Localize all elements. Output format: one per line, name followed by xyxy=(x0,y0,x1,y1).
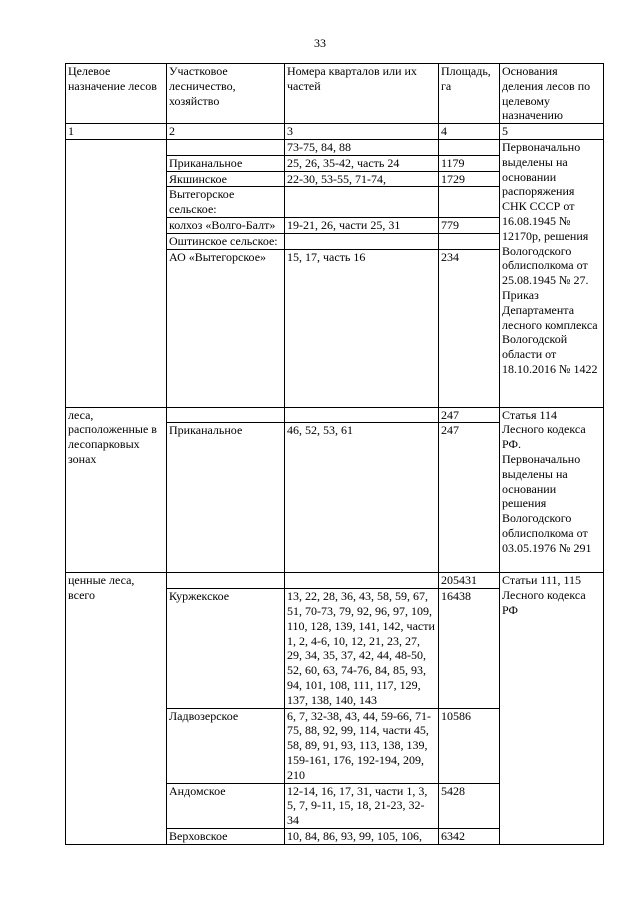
header-area: Площадь, га xyxy=(439,64,500,124)
header-purpose: Целевое назначение лесов xyxy=(66,64,167,124)
district-cell: Верховское xyxy=(167,828,285,844)
area-cell: 1729 xyxy=(439,171,500,187)
table-row xyxy=(66,573,604,589)
column-number: 4 xyxy=(439,124,500,140)
area-cell: 779 xyxy=(439,217,500,233)
area-cell: 234 xyxy=(439,249,500,407)
column-number: 3 xyxy=(285,124,439,140)
column-numbers-row xyxy=(66,124,604,140)
quarters-cell: 25, 26, 35-42, часть 24 xyxy=(285,155,439,171)
quarters-cell xyxy=(285,187,439,218)
total-area-cell: 247 xyxy=(439,407,500,423)
quarters-cell: 12-14, 16, 17, 31, части 1, 3, 5, 7, 9-11, 15, 18, 21-23, 32-34 xyxy=(285,783,439,828)
quarters-cell: 13, 22, 28, 36, 43, 58, 59, 67, 51, 70-73, 79, 92, 96, 97, 109, 110, 128, 139, 141, 142, части 1, 2, 4-6, 10, 12, 21, 23, 27, 29, 34, 35, 37, 42, 44, 48-50, 52, 60, 63, 74-76, 84, 85, 93, 94, 101, 108, 111, 117, 129, 137, 138, 140, 143 xyxy=(285,589,439,708)
district-cell: Куржекское xyxy=(167,589,285,708)
page-number: 33 xyxy=(314,36,326,50)
area-cell xyxy=(439,233,500,249)
quarters-cell: 46, 52, 53, 61 xyxy=(285,423,439,573)
area-cell: 247 xyxy=(439,423,500,573)
area-cell xyxy=(439,139,500,155)
header-basis: Основания деления лесов по целевому назначению xyxy=(500,64,604,124)
district-cell: Андомское xyxy=(167,783,285,828)
district-cell: АО «Вытегорское» xyxy=(167,249,285,407)
district-cell: Приканальное xyxy=(167,423,285,573)
purpose-cell: леса, расположенные в лесопарковых зонах xyxy=(66,407,167,573)
column-number: 2 xyxy=(167,124,285,140)
district-cell: Приканальное xyxy=(167,155,285,171)
district-cell: Якшинское xyxy=(167,171,285,187)
quarters-cell-empty xyxy=(285,407,439,423)
quarters-cell: 19-21, 26, части 25, 31 xyxy=(285,217,439,233)
area-cell: 6342 xyxy=(439,828,500,844)
total-area-cell: 205431 xyxy=(439,573,500,589)
purpose-cell: ценные леса, всего xyxy=(66,573,167,844)
column-number: 1 xyxy=(66,124,167,140)
basis-cell: Первоначально выделены на основании распоряжения СНК СССР от 16.08.1945 № 12170р, решения Вологодского облисполкома от 25.08.1945 № 27. Приказ Департамента лесного комплекса Вологодской области от 18.10.2016 № 1422 xyxy=(500,139,604,407)
area-cell xyxy=(439,187,500,218)
district-cell: колхоз «Волго-Балт» xyxy=(167,217,285,233)
column-number: 5 xyxy=(500,124,604,140)
forest-purpose-table xyxy=(65,63,604,845)
quarters-cell: 6, 7, 32-38, 43, 44, 59-66, 71-75, 88, 92, 99, 114, части 45, 58, 89, 91, 93, 113, 138, 139, 159-161, 176, 192-194, 209, 210 xyxy=(285,708,439,783)
area-cell: 16438 xyxy=(439,589,500,708)
quarters-cell xyxy=(285,233,439,249)
basis-cell: Статьи 111, 115 Лесного кодекса РФ xyxy=(500,573,604,844)
quarters-cell: 22-30, 53-55, 71-74, xyxy=(285,171,439,187)
basis-cell: Статья 114 Лесного кодекса РФ. Первоначально выделены на основании решения Вологодского облисполкома от 03.05.1976 № 291 xyxy=(500,407,604,573)
table-row xyxy=(66,407,604,423)
quarters-cell: 10, 84, 86, 93, 99, 105, 106, xyxy=(285,828,439,844)
district-cell xyxy=(167,139,285,155)
district-cell: Ладвозерское xyxy=(167,708,285,783)
district-cell: Вытегорское сельское: xyxy=(167,187,285,218)
header-district: Участковое лесничество, хозяйство xyxy=(167,64,285,124)
area-cell: 10586 xyxy=(439,708,500,783)
table-row xyxy=(66,139,604,155)
quarters-cell: 15, 17, часть 16 xyxy=(285,249,439,407)
area-cell: 5428 xyxy=(439,783,500,828)
header-row xyxy=(66,64,604,124)
purpose-cell-empty xyxy=(66,139,167,407)
district-cell-empty xyxy=(167,407,285,423)
quarters-cell: 73-75, 84, 88 xyxy=(285,139,439,155)
district-cell-empty xyxy=(167,573,285,589)
area-cell: 1179 xyxy=(439,155,500,171)
header-quarters: Номера кварталов или их частей xyxy=(285,64,439,124)
quarters-cell-empty xyxy=(285,573,439,589)
district-cell: Оштинское сельское: xyxy=(167,233,285,249)
